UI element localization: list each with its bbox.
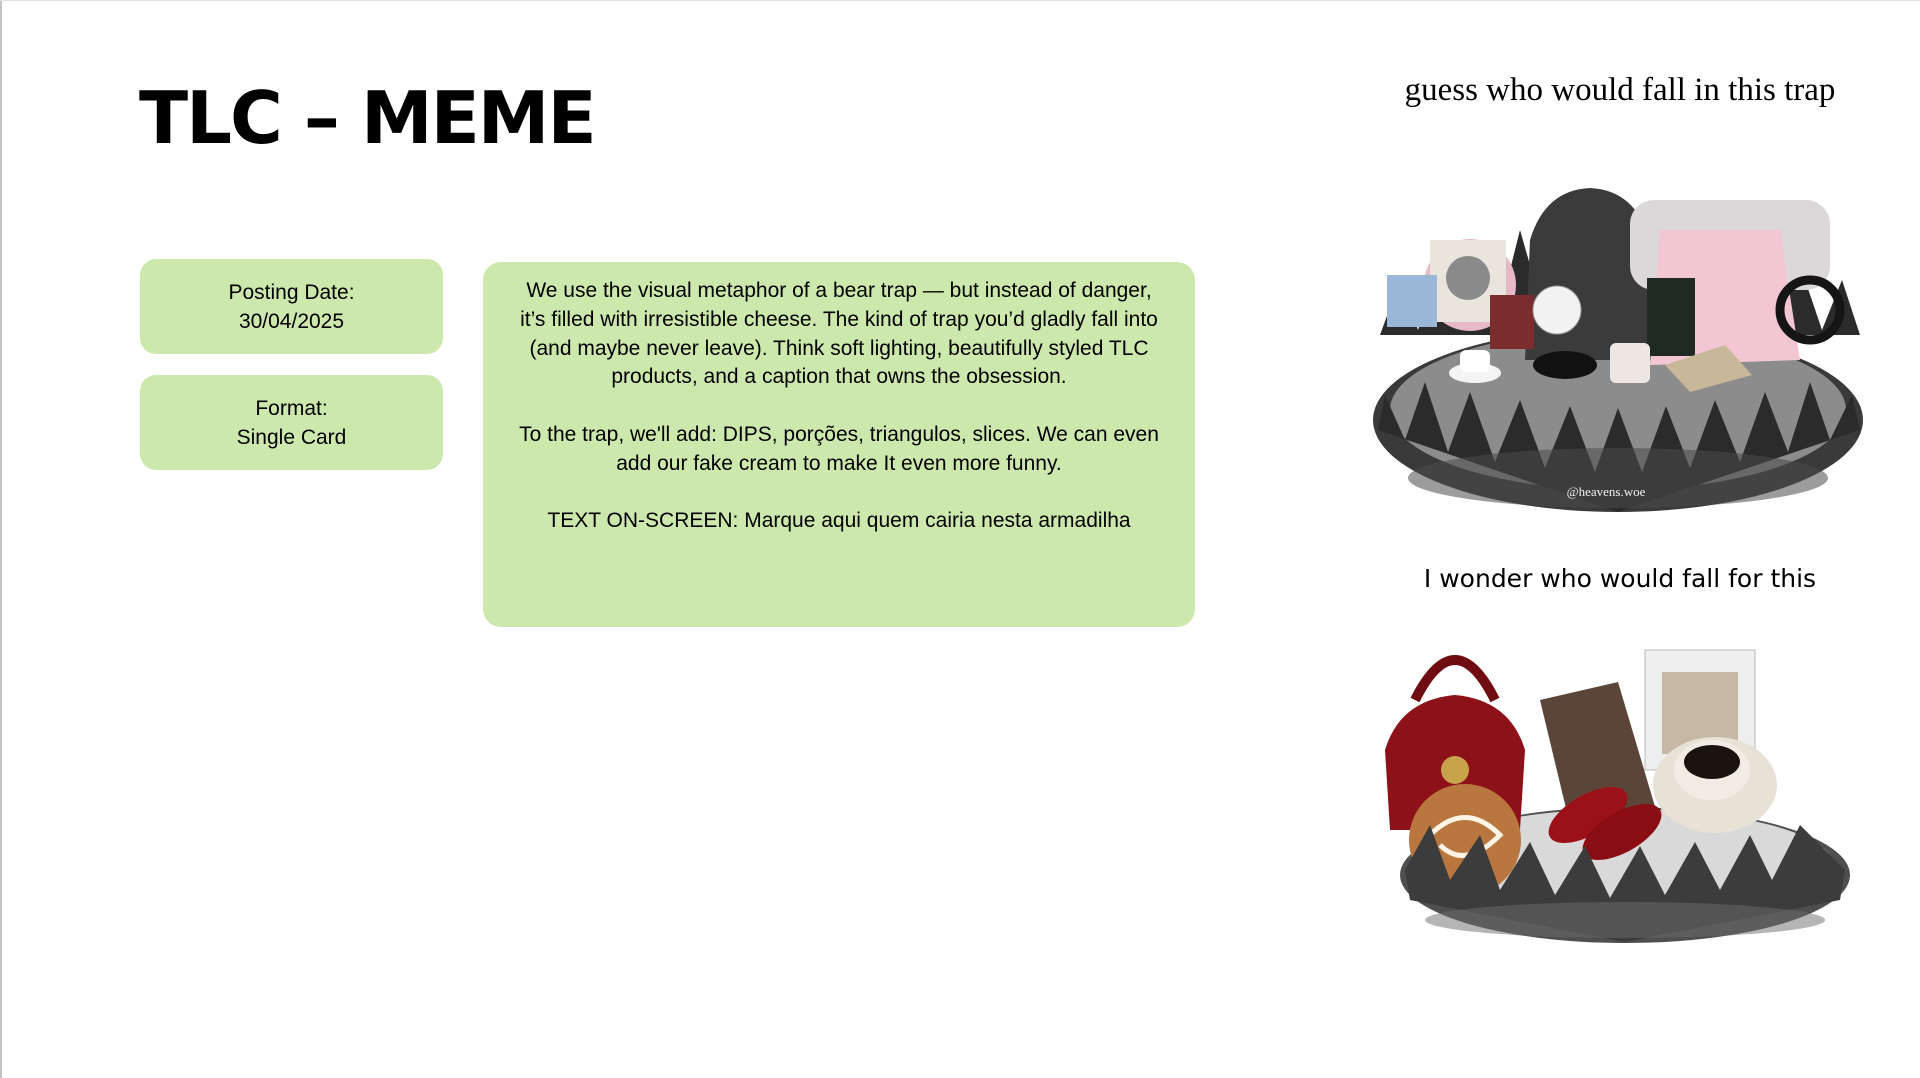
handbag-handle bbox=[1415, 660, 1495, 700]
lana-album bbox=[1490, 295, 1534, 349]
white-cd bbox=[1533, 286, 1581, 334]
concept-paragraph: To the trap, we'll add: DIPS, porções, triangulos, slices. We can even add our fake cream to make It even more funny. bbox=[519, 422, 1159, 475]
posting-date-value: 30/04/2025 bbox=[238, 309, 345, 333]
wicked-book bbox=[1647, 278, 1695, 356]
orb-emblem bbox=[1441, 756, 1469, 784]
trap-shadow bbox=[1425, 902, 1825, 938]
trap-shadow bbox=[1408, 448, 1828, 508]
ballet-flats bbox=[1533, 351, 1597, 379]
bear-trap-reference-image-bottom bbox=[1360, 620, 1880, 970]
bear-trap-reference-image-top bbox=[1360, 160, 1880, 520]
posting-date-label: Posting Date: bbox=[228, 280, 355, 304]
concept-description-box bbox=[483, 262, 1195, 627]
concept-paragraph: We use the visual metaphor of a bear trap — but instead of danger, it’s filled with irresistible cheese. The kind of trap you’d gladly fall into (and maybe never leave). Think soft lighting, beautifully styled TLC products, and a caption that owns the obsession. bbox=[520, 279, 1158, 389]
on-screen-text: TEXT ON-SCREEN: Marque aqui quem cairia nesta armadilha bbox=[547, 509, 1131, 533]
slide-left-border bbox=[0, 0, 2, 1078]
coffee-cup bbox=[1460, 350, 1490, 372]
format-card bbox=[140, 375, 443, 470]
reference-caption-top: guess who would fall in this trap bbox=[1404, 72, 1836, 108]
slide-top-border bbox=[0, 0, 1920, 1]
format-label: Format: bbox=[255, 396, 328, 420]
reference-caption-bottom: I wonder who would fall for this bbox=[1423, 564, 1817, 593]
slide-title: TLC – MEME bbox=[139, 76, 595, 160]
cd-case bbox=[1387, 275, 1437, 327]
black-coffee bbox=[1684, 745, 1740, 779]
album-moon-art bbox=[1446, 256, 1490, 300]
image-watermark: @heavens.woe bbox=[1566, 484, 1646, 499]
candle-jar bbox=[1610, 343, 1650, 383]
format-value: Single Card bbox=[236, 425, 347, 449]
posting-date-card bbox=[140, 259, 443, 354]
